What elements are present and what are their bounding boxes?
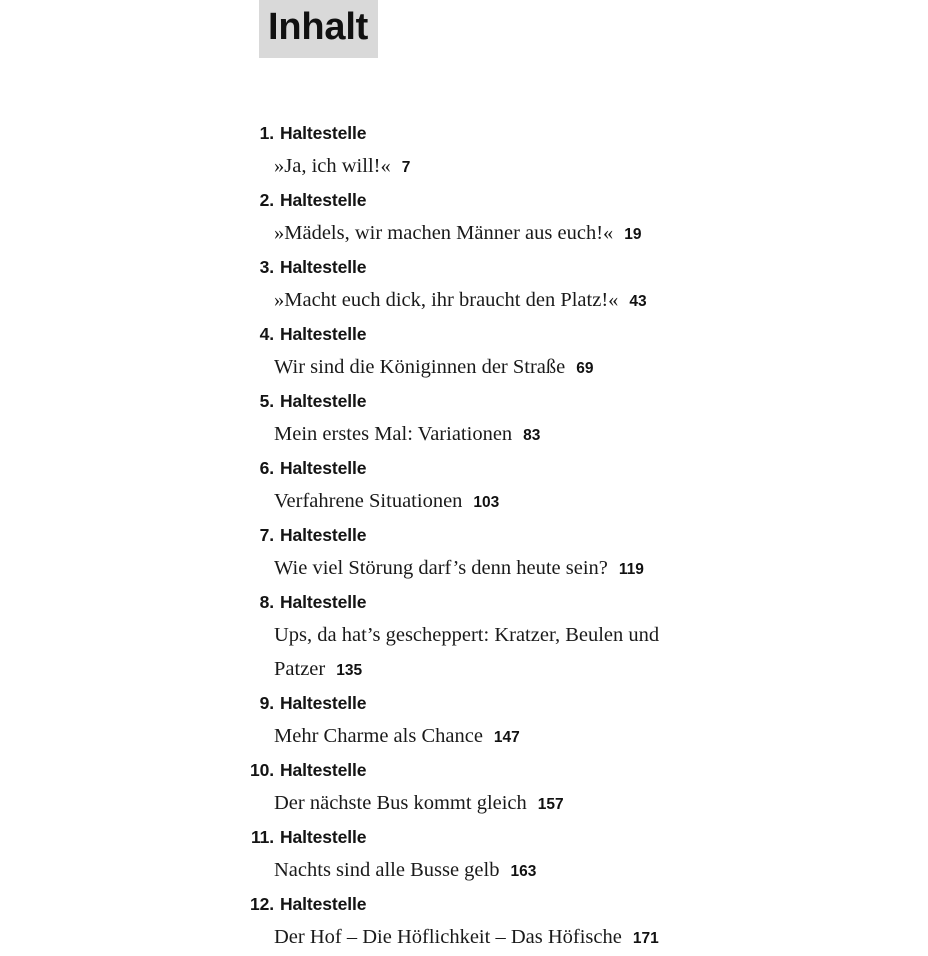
toc-entry-subtitle-row (243, 216, 689, 252)
toc-entry-page-number: 69 (576, 360, 594, 377)
toc-entry-page-number: 103 (473, 494, 500, 511)
toc-entry-subtitle-row (243, 853, 689, 889)
toc-entry-heading-label: Haltestelle (280, 123, 367, 143)
toc-entry[interactable] (243, 185, 803, 252)
toc-entry-heading (243, 319, 803, 350)
toc-entry-page-number: 163 (510, 863, 537, 880)
toc-entry-number: 10. (249, 760, 274, 780)
table-of-contents (243, 118, 803, 956)
toc-entry-subtitle-row (243, 719, 689, 755)
toc-entry-heading (243, 185, 803, 216)
toc-entry-page-number: 171 (632, 930, 659, 947)
toc-entry[interactable] (243, 889, 803, 956)
toc-entry-heading-label: Haltestelle (280, 894, 367, 914)
toc-entry-heading-label: Haltestelle (280, 693, 367, 713)
toc-entry-page-number: 19 (624, 226, 642, 243)
toc-entry-subtitle: Verfahrene Situationen (274, 490, 463, 512)
toc-entry-subtitle: »Mädels, wir machen Männer aus euch!« (274, 222, 614, 244)
toc-entry-heading (243, 386, 803, 417)
toc-entry-subtitle: Mein erstes Mal: Variationen (274, 423, 513, 445)
toc-entry-subtitle-row (243, 484, 689, 520)
toc-entry-subtitle-row (243, 786, 689, 822)
toc-entry-heading-label: Haltestelle (280, 391, 367, 411)
toc-entry-number: 3. (259, 257, 274, 277)
toc-entry-page-number: 83 (523, 427, 541, 444)
toc-entry-subtitle-row (243, 618, 689, 688)
toc-entry-page-number: 157 (537, 796, 564, 813)
toc-entry[interactable] (243, 252, 803, 319)
toc-entry-subtitle: »Ja, ich will!« (274, 155, 391, 177)
toc-entry[interactable] (243, 386, 803, 453)
toc-entry-subtitle: Wie viel Störung darf’s denn heute sein? (274, 557, 608, 579)
toc-entry-subtitle-row (243, 283, 689, 319)
toc-entry-subtitle: Der Hof – Die Höflichkeit – Das Höfische (274, 926, 622, 948)
toc-entry-heading (243, 822, 803, 853)
toc-entry-subtitle-row (243, 551, 689, 587)
toc-entry-heading-label: Haltestelle (280, 827, 367, 847)
toc-entry-page-number: 135 (336, 662, 363, 679)
toc-entry-subtitle-row (243, 920, 689, 956)
toc-entry-page-number: 147 (493, 729, 520, 746)
toc-entry-number: 2. (259, 190, 274, 210)
toc-entry-heading (243, 688, 803, 719)
toc-entry-subtitle: Nachts sind alle Busse gelb (274, 859, 500, 881)
toc-entry-page-number: 119 (618, 561, 644, 578)
toc-entry-subtitle: Ups, da hat’s gescheppert: Kratzer, Beulen und Patzer (274, 624, 660, 680)
toc-entry[interactable] (243, 587, 803, 688)
toc-entry-heading-label: Haltestelle (280, 525, 367, 545)
toc-entry-page-number: 43 (629, 293, 647, 310)
toc-entry[interactable] (243, 118, 803, 185)
toc-entry-number: 5. (259, 391, 274, 411)
toc-entry-heading (243, 587, 803, 618)
toc-entry-number: 9. (259, 693, 274, 713)
toc-entry-page-number: 7 (401, 159, 411, 176)
toc-entry-heading (243, 520, 803, 551)
toc-entry-subtitle: Mehr Charme als Chance (274, 725, 483, 747)
toc-entry-heading (243, 252, 803, 283)
toc-entry-number: 7. (259, 525, 274, 545)
toc-entry-heading-label: Haltestelle (280, 458, 367, 478)
toc-entry-number: 1. (259, 123, 274, 143)
toc-entry-heading (243, 889, 803, 920)
toc-entry-heading (243, 118, 803, 149)
toc-entry-number: 6. (259, 458, 274, 478)
toc-entry-number: 12. (249, 894, 274, 914)
toc-entry-number: 8. (259, 592, 274, 612)
toc-entry-heading-label: Haltestelle (280, 760, 367, 780)
toc-entry-subtitle: Wir sind die Königinnen der Straße (274, 356, 566, 378)
toc-entry-heading-label: Haltestelle (280, 190, 367, 210)
toc-entry-subtitle: »Macht euch dick, ihr braucht den Platz!« (274, 289, 619, 311)
toc-entry[interactable] (243, 319, 803, 386)
page-title-highlight (259, 0, 378, 58)
toc-entry-heading-label: Haltestelle (280, 324, 367, 344)
toc-entry-heading (243, 755, 803, 786)
toc-entry-heading-label: Haltestelle (280, 257, 367, 277)
toc-entry[interactable] (243, 755, 803, 822)
toc-entry-number: 4. (259, 324, 274, 344)
toc-entry[interactable] (243, 520, 803, 587)
toc-entry-heading (243, 453, 803, 484)
toc-entry-subtitle-row (243, 149, 689, 185)
page-title-container (259, 0, 378, 58)
toc-entry[interactable] (243, 822, 803, 889)
page-title: Inhalt (268, 6, 369, 48)
toc-entry[interactable] (243, 453, 803, 520)
toc-entry[interactable] (243, 688, 803, 755)
toc-entry-subtitle-row (243, 417, 689, 453)
toc-entry-heading-label: Haltestelle (280, 592, 367, 612)
toc-entry-subtitle: Der nächste Bus kommt gleich (274, 792, 527, 814)
toc-entry-number: 11. (250, 827, 274, 847)
toc-entry-subtitle-row (243, 350, 689, 386)
